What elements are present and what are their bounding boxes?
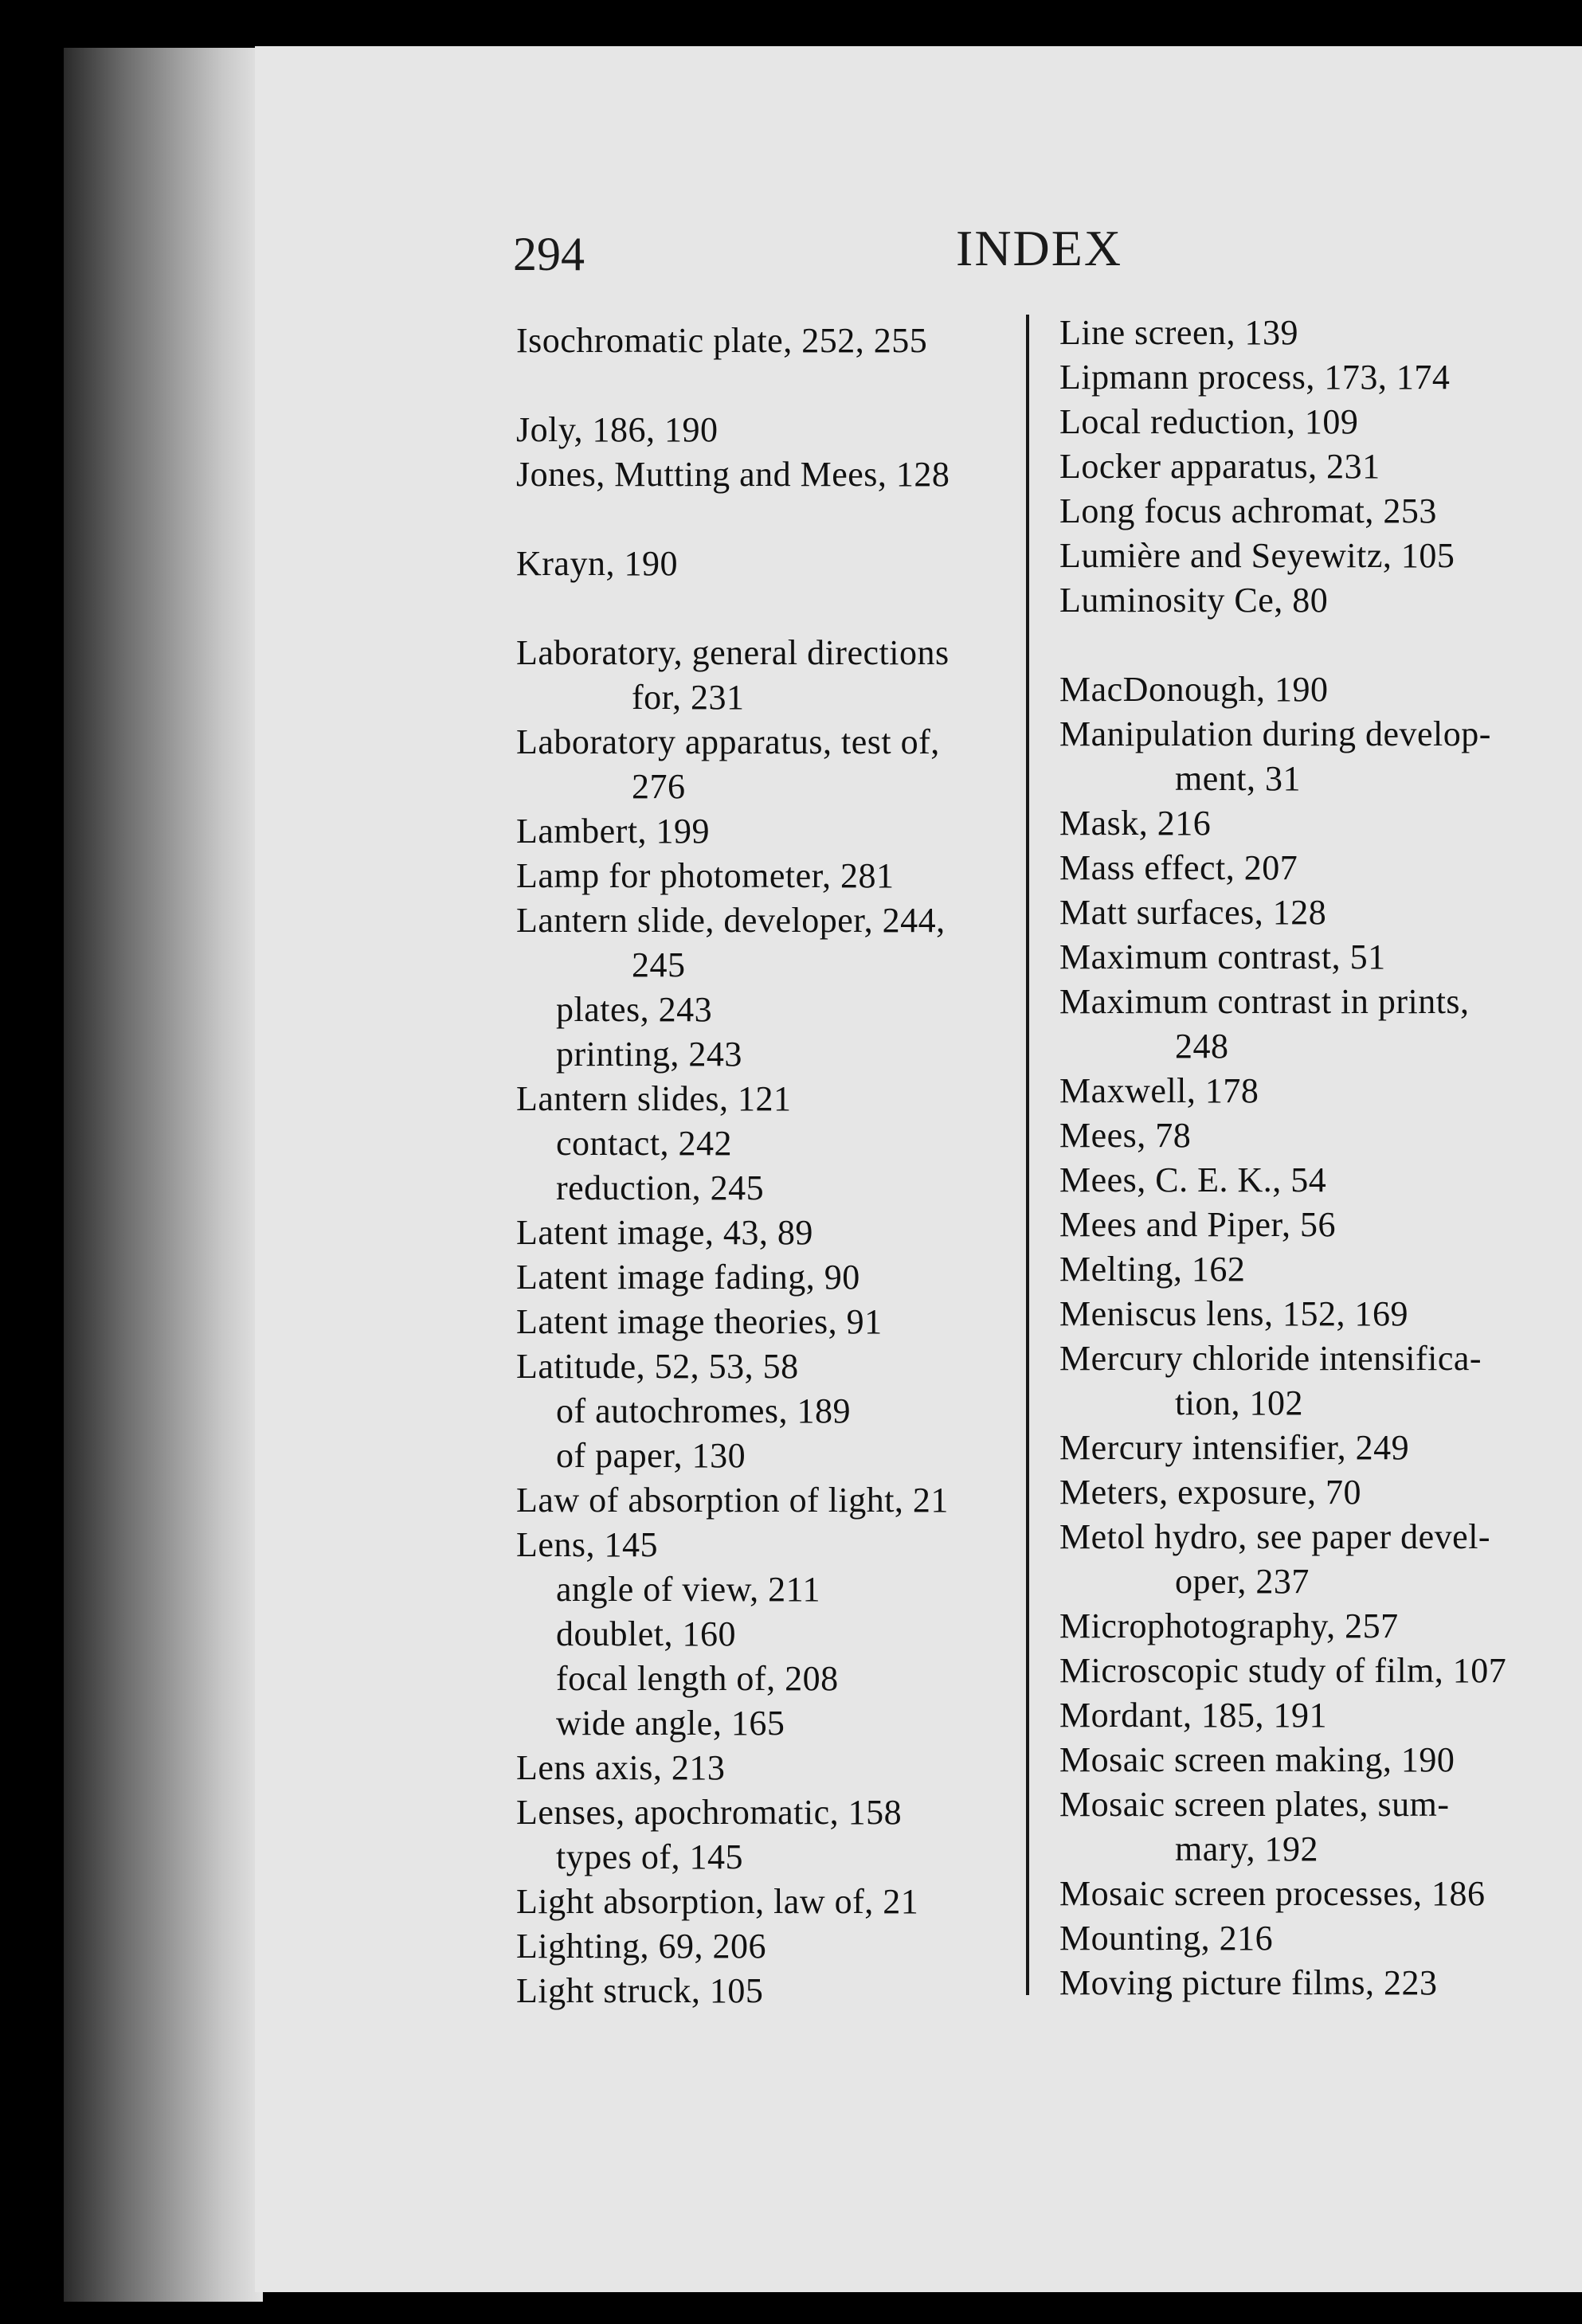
index-entry: Lenses, apochromatic, 158 [516, 1793, 903, 1832]
index-entry: Lens, 145 [516, 1525, 659, 1564]
page-title: INDEX [956, 220, 1123, 276]
index-entry: Lambert, 199 [516, 812, 711, 851]
index-entry: Latitude, 52, 53, 58 [516, 1347, 799, 1386]
index-entry-continuation: 276 [632, 767, 686, 806]
index-entry: Krayn, 190 [516, 544, 678, 583]
page-number: 294 [513, 228, 585, 280]
index-entry-continuation: 248 [1175, 1027, 1229, 1066]
index-entry: Luminosity Ce, 80 [1059, 581, 1329, 620]
index-entry: Manipulation during develop- [1059, 714, 1491, 753]
index-entry: Laboratory apparatus, test of, [516, 722, 940, 761]
index-entry: Matt surfaces, 128 [1059, 893, 1327, 932]
book-binding-shadow [64, 48, 263, 2302]
index-entry: Lipmann process, 173, 174 [1059, 358, 1451, 397]
index-entry: Microscopic study of film, 107 [1059, 1651, 1507, 1690]
index-entry: Lens axis, 213 [516, 1748, 726, 1787]
index-column-right [1059, 311, 1569, 2005]
index-entry: Mercury intensifier, 249 [1059, 1428, 1410, 1467]
index-entry: MacDonough, 190 [1059, 670, 1329, 709]
index-entry: Mees and Piper, 56 [1059, 1205, 1336, 1244]
index-subentry: doublet, 160 [556, 1614, 736, 1653]
index-entry: Mordant, 185, 191 [1059, 1696, 1328, 1735]
index-entry-continuation: 245 [632, 945, 686, 984]
index-entry-continuation: tion, 102 [1175, 1383, 1303, 1422]
index-entry: Law of absorption of light, 21 [516, 1481, 949, 1520]
index-entry: Lighting, 69, 206 [516, 1927, 767, 1966]
index-entry: Mosaic screen plates, sum- [1059, 1785, 1450, 1824]
index-subentry: wide angle, 165 [556, 1704, 785, 1743]
index-entry: Mees, C. E. K., 54 [1059, 1160, 1327, 1199]
index-subentry: printing, 243 [556, 1035, 742, 1074]
index-entry: Mounting, 216 [1059, 1919, 1274, 1958]
index-entry: Lamp for photometer, 281 [516, 856, 895, 895]
index-entry: Mees, 78 [1059, 1116, 1192, 1155]
index-entry-continuation: ment, 31 [1175, 759, 1301, 798]
index-entry: Lantern slides, 121 [516, 1079, 792, 1118]
index-subentry: of paper, 130 [556, 1436, 746, 1475]
index-entry: Jones, Mutting and Mees, 128 [516, 455, 950, 494]
index-subentry: of autochromes, 189 [556, 1391, 851, 1430]
index-entry: Light struck, 105 [516, 1971, 764, 2010]
index-entry: Light absorption, law of, 21 [516, 1882, 919, 1921]
index-subentry: contact, 242 [556, 1124, 733, 1163]
index-subentry: angle of view, 211 [556, 1570, 820, 1609]
index-subentry: types of, 145 [556, 1837, 744, 1876]
index-entry: Maxwell, 178 [1059, 1071, 1259, 1110]
index-entry: Meters, exposure, 70 [1059, 1473, 1362, 1512]
index-entry: Mosaic screen processes, 186 [1059, 1874, 1486, 1913]
index-entry: Lumière and Seyewitz, 105 [1059, 536, 1455, 575]
index-column-left [516, 319, 1026, 2013]
index-entry-continuation: for, 231 [632, 678, 745, 717]
index-entry: Mosaic screen making, 190 [1059, 1740, 1455, 1779]
index-entry: Local reduction, 109 [1059, 402, 1359, 441]
index-entry: Laboratory, general directions [516, 633, 950, 672]
index-entry: Metol hydro, see paper devel- [1059, 1517, 1491, 1556]
index-subentry: focal length of, 208 [556, 1659, 839, 1698]
index-entry: Locker apparatus, 231 [1059, 447, 1380, 486]
index-entry: Latent image, 43, 89 [516, 1213, 813, 1252]
index-entry: Mass effect, 207 [1059, 848, 1298, 887]
index-entry: Long focus achromat, 253 [1059, 491, 1437, 530]
index-entry: Meniscus lens, 152, 169 [1059, 1294, 1409, 1333]
index-entry: Latent image fading, 90 [516, 1258, 860, 1297]
index-entry: Lantern slide, developer, 244, [516, 901, 946, 940]
index-entry-continuation: mary, 192 [1175, 1829, 1319, 1868]
index-entry: Line screen, 139 [1059, 313, 1298, 352]
column-divider [1026, 315, 1029, 1995]
index-subentry: plates, 243 [556, 990, 713, 1029]
index-entry: Isochromatic plate, 252, 255 [516, 321, 928, 360]
index-entry: Mask, 216 [1059, 804, 1212, 843]
index-entry: Joly, 186, 190 [516, 410, 719, 449]
index-entry: Maximum contrast in prints, [1059, 982, 1470, 1021]
index-entry: Mercury chloride intensifica- [1059, 1339, 1482, 1378]
index-entry: Maximum contrast, 51 [1059, 937, 1386, 976]
index-entry: Microphotography, 257 [1059, 1606, 1399, 1645]
index-entry-continuation: oper, 237 [1175, 1562, 1310, 1601]
index-entry: Melting, 162 [1059, 1250, 1246, 1289]
index-entry: Moving picture films, 223 [1059, 1963, 1438, 2002]
index-subentry: reduction, 245 [556, 1168, 765, 1207]
index-entry: Latent image theories, 91 [516, 1302, 883, 1341]
